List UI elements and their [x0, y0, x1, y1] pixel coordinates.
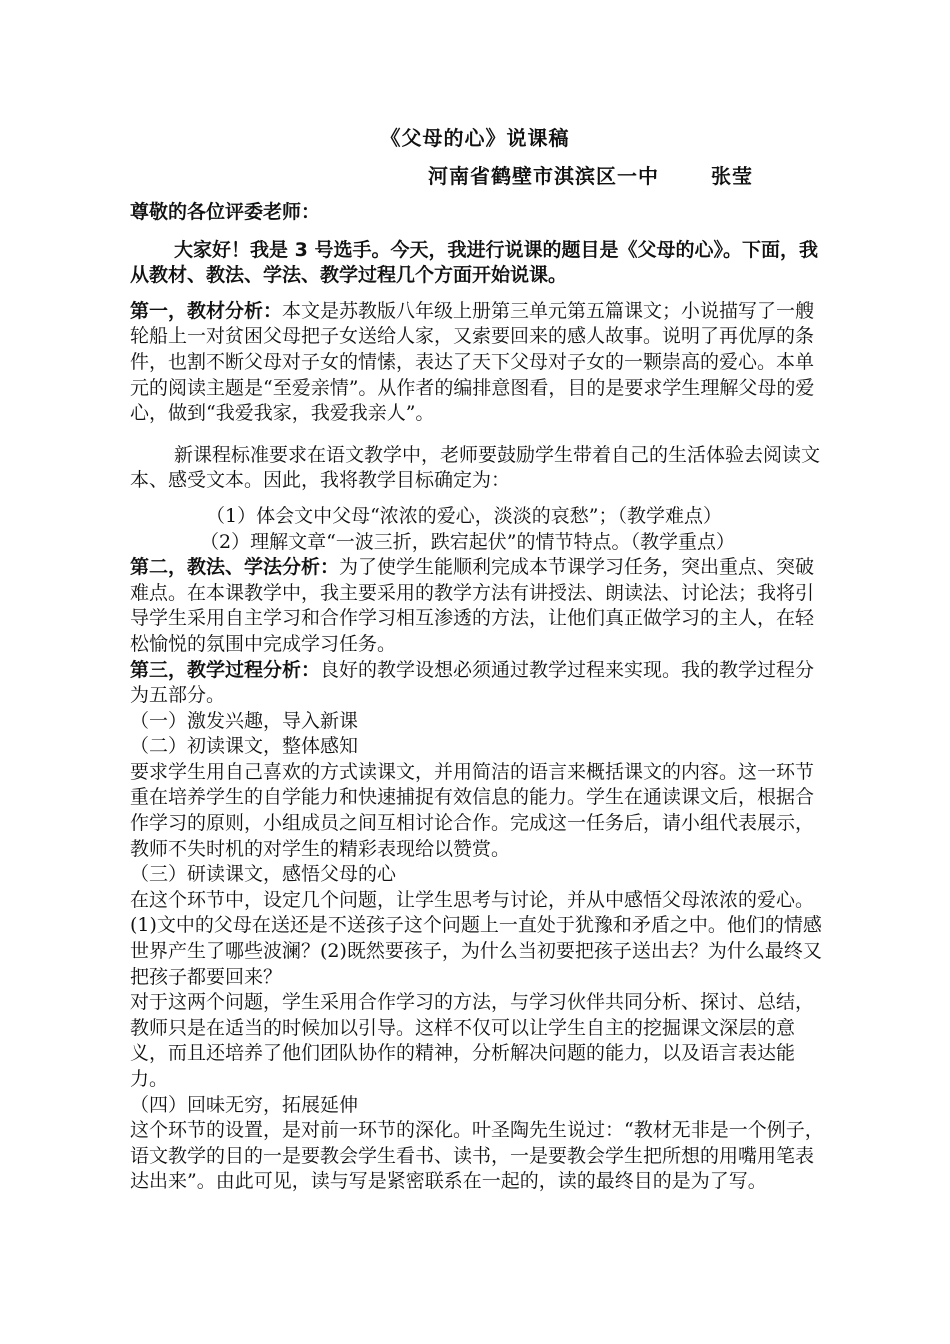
- author-line: [428, 160, 753, 189]
- objective-2: （2）理解文章“一波三折，跌宕起伏”的情节特点。（教学重点）: [200, 530, 736, 553]
- section-2-paragraph: [130, 555, 830, 657]
- step-4-text: 这个环节的设置，是对前一环节的深化。叶圣陶先生说过：“教材无非是一个例子，语文教学的目的一是要教会学生看书、读书，一是要教会学生把所想的用嘴用笔表达出来”。由此可见，读与写是紧密联系在一起的，读的最终目的是为了写。: [130, 1119, 824, 1193]
- step-2-text: 要求学生用自己喜欢的方式读课文，并用简洁的语言来概括课文的内容。这一环节重在培养学生的自学能力和快速捕捉有效信息的能力。学生在通读课文后，根据合作学习的原则，小组成员之间互相讨论合作。完成这一任务后，请小组代表展示，教师不失时机的对学生的精彩表现给以赞赏。: [130, 760, 815, 860]
- objective-1: （1）体会文中父母“浓浓的爱心，淡淡的哀愁”；（教学难点）: [206, 504, 723, 527]
- section-1-heading: 第一，教材分析：: [130, 299, 283, 322]
- section-3-heading: 第三，教学过程分析：: [130, 658, 321, 681]
- intro-paragraph: 大家好！我是 3 号选手。今天，我进行说课的题目是《父母的心》。下面，我从教材、教法、学法、教学过程几个方面开始说课。: [130, 238, 818, 287]
- author-school: 河南省鹤壁市淇滨区一中: [428, 164, 659, 188]
- step-3-text-2: 对于这两个问题，学生采用合作学习的方法，与学习伙伴共同分析、探讨、总结，教师只是在适当的时候加以引导。这样不仅可以让学生自主的挖掘课文深层的意义，而且还培养了他们团队协作的精神，分析解决问题的能力，以及语言表达能力。: [130, 991, 815, 1090]
- step-2-heading: （二）初读课文，整体感知: [130, 735, 359, 758]
- step-1-heading: （一）激发兴趣，导入新课: [130, 709, 359, 732]
- section-3-paragraph: [130, 658, 830, 709]
- section-1-paragraph: [130, 299, 830, 427]
- author-name: 张莹: [711, 164, 753, 188]
- doc-title: 《父母的心》说课稿: [380, 126, 570, 150]
- doc-body: [130, 200, 830, 1195]
- section-2-text: 为了使学生能顺利完成本节课学习任务，突出重点、突破难点。在本课教学中，我主要采用的教学方法有讲授法、朗读法、讨论法；我将引导学生采用自主学习和合作学习相互渗透的方法，让他们真正做学习的主人，在轻松愉悦的氛围中完成学习任务。: [130, 556, 815, 655]
- step-3-text: 在这个环节中，设定几个问题，让学生思考与讨论，并从中感悟父母浓浓的爱心。(1)文中的父母在送还是不送孩子这个问题上一直处于犹豫和矛盾之中。他们的情感世界产生了哪些波澜？(2)既然要孩子，为什么当初要把孩子送出去？为什么最终又把孩子都要回来？: [130, 888, 822, 988]
- step-3-heading: （三）研读课文，感悟父母的心: [130, 863, 397, 886]
- step-4-heading: （四）回味无穷，拓展延伸: [130, 1093, 359, 1116]
- section-1-paragraph-2: 新课程标准要求在语文教学中，老师要鼓励学生带着自己的生活体验去阅读文本、感受文本。因此，我将教学目标确定为：: [130, 443, 821, 492]
- section-3-text: 良好的教学设想必须通过教学过程来实现。我的教学过程分为五部分。: [130, 658, 815, 707]
- greeting: 尊敬的各位评委老师：: [130, 201, 321, 223]
- section-1-text: 本文是苏教版八年级上册第三单元第五篇课文；小说描写了一艘轮船上一对贫困父母把子女送给人家，又索要回来的感人故事。说明了再优厚的条件，也割不断父母对子女的情愫，表达了天下父母对子女的一颗崇高的爱心。本单元的阅读主题是“至爱亲情”。从作者的编排意图看，目的是要求学生理解父母的爱心，做到“我爱我家，我爱我亲人”。: [130, 299, 815, 425]
- section-2-heading: 第二，教法、学法分析：: [130, 556, 340, 579]
